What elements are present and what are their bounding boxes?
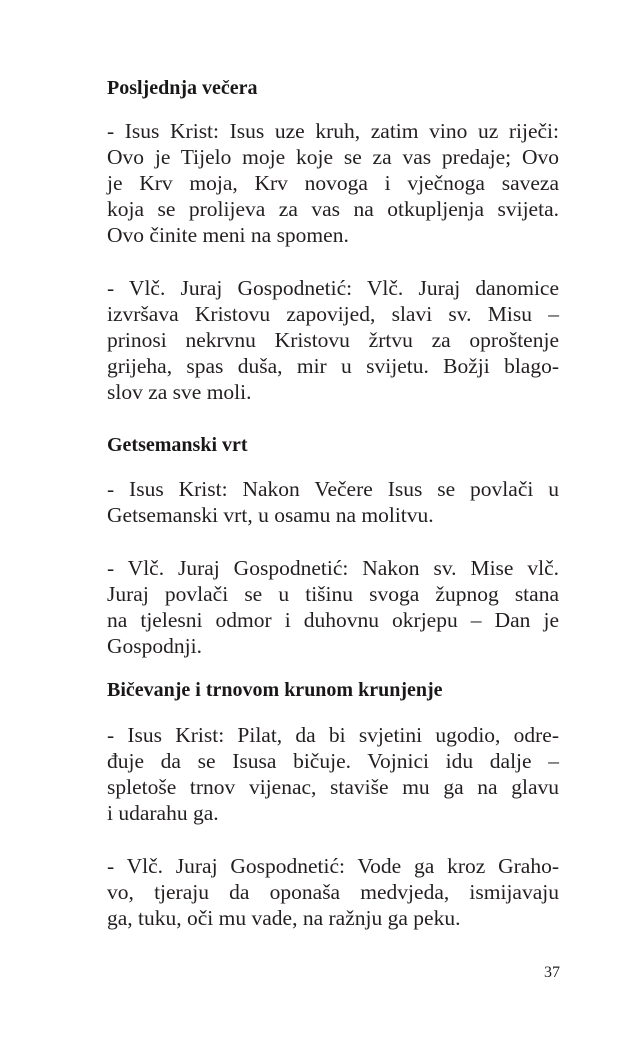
paragraph-line: je Krv moja, Krv novoga i vječnoga saveza xyxy=(107,171,559,195)
section-heading: Posljednja večera xyxy=(107,77,258,99)
paragraph-line: vo, tjeraju da oponaša medvjeda, ismijavaju xyxy=(107,880,559,904)
paragraph-line: slov za sve moli. xyxy=(107,380,252,404)
paragraph-line: izvršava Kristovu zapovijed, slavi sv. Misu – xyxy=(107,302,559,326)
paragraph-line: - Isus Krist: Isus uze kruh, zatim vino uz riječi: xyxy=(107,119,559,143)
paragraph-line: Gospodnji. xyxy=(107,634,202,658)
paragraph-line: - Isus Krist: Nakon Večere Isus se povlači u xyxy=(107,477,559,501)
paragraph-line: Ovo je Tijelo moje koje se za vas predaje; Ovo xyxy=(107,145,559,169)
paragraph-line: na tjelesni odmor i duhovnu okrjepu – Dan je xyxy=(107,608,559,632)
paragraph-line: - Vlč. Juraj Gospodnetić: Vode ga kroz Graho- xyxy=(107,854,559,878)
section-heading: Bičevanje i trnovom krunom krunjenje xyxy=(107,679,443,701)
paragraph-line: Juraj povlači se u tišinu svoga župnog stana xyxy=(107,582,559,606)
paragraph-line: i udarahu ga. xyxy=(107,801,219,825)
paragraph-line: - Vlč. Juraj Gospodnetić: Nakon sv. Mise vlč. xyxy=(107,556,559,580)
paragraph-line: ga, tuku, oči mu vade, na ražnju ga peku. xyxy=(107,906,461,930)
paragraph-line: Ovo činite meni na spomen. xyxy=(107,223,349,247)
paragraph-line: koja se prolijeva za vas na otkupljenja svijeta. xyxy=(107,197,559,221)
paragraph-line: đuje da se Isusa bičuje. Vojnici idu dalje – xyxy=(107,749,559,773)
paragraph-line: prinosi nekrvnu Kristovu žrtvu za oproštenje xyxy=(107,328,559,352)
paragraph-line: Getsemanski vrt, u osamu na molitvu. xyxy=(107,503,434,527)
paragraph-line: grijeha, spas duša, mir u svijetu. Božji blago- xyxy=(107,354,559,378)
paragraph-line: - Vlč. Juraj Gospodnetić: Vlč. Juraj danomice xyxy=(107,276,559,300)
paragraph-line: spletoše trnov vijenac, staviše mu ga na glavu xyxy=(107,775,559,799)
paragraph-line: - Isus Krist: Pilat, da bi svjetini ugodio, odre- xyxy=(107,723,559,747)
section-heading: Getsemanski vrt xyxy=(107,434,248,456)
page-number: 37 xyxy=(544,964,560,981)
